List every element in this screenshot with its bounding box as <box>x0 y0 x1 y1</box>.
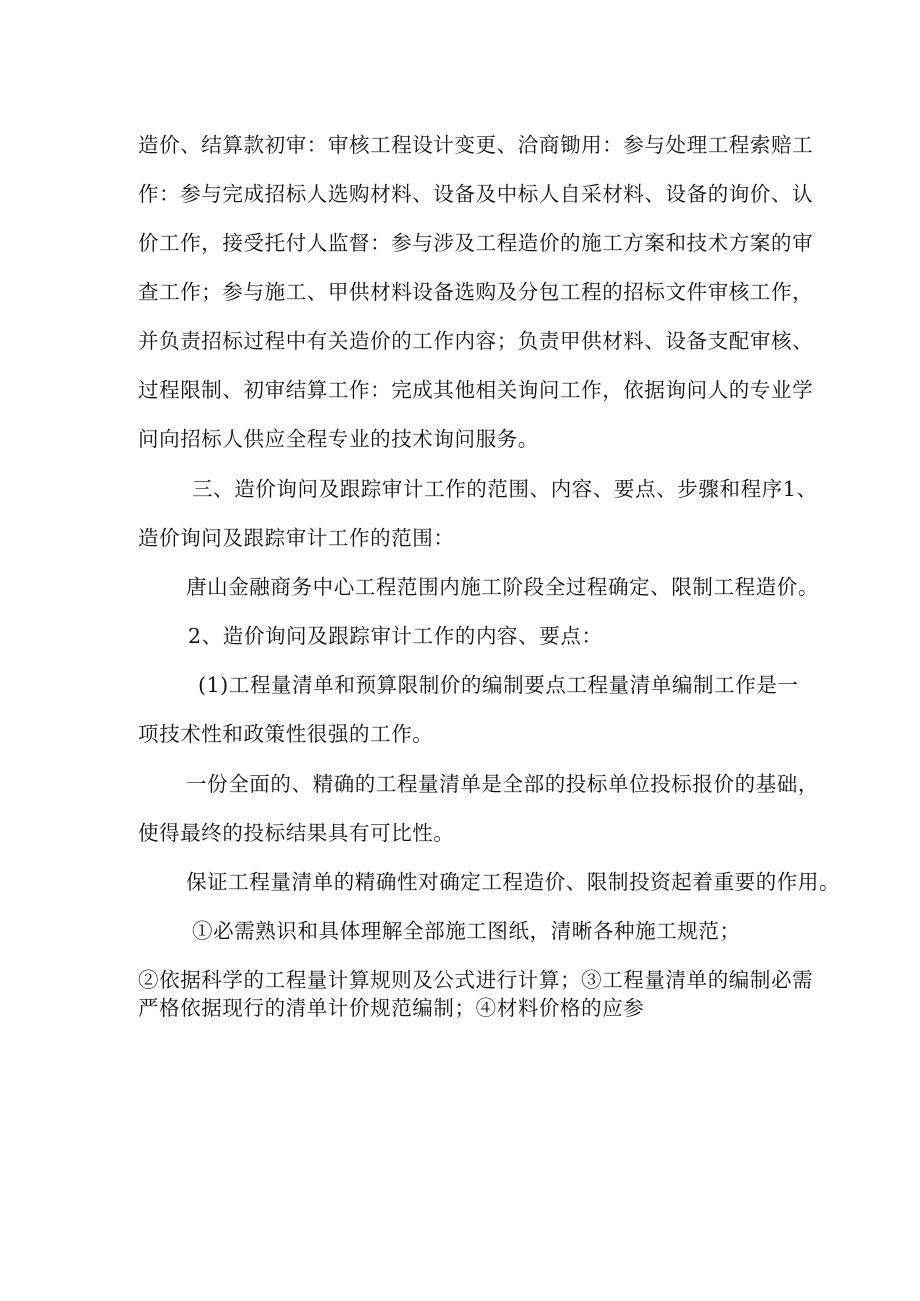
text-line-14: 一份全面的、精确的工程量清单是全部的投标单位投标报价的基础， <box>186 772 819 796</box>
section-heading-line: 三、造价询问及跟踪审计工作的范围、内容、要点、步骤和程序1、 <box>192 477 818 501</box>
text-line-9: 造价询问及跟踪审计工作的范围： <box>138 526 455 550</box>
text-line-11: 2、造价询问及跟踪审计工作的内容、要点： <box>188 624 603 648</box>
text-line-4: 查工作；参与施工、甲供材料设备选购及分包工程的招标文件审核工作， <box>138 280 814 304</box>
text-line-19: 严格依据现行的清单计价规范编制；④材料价格的应参 <box>138 996 645 1020</box>
text-line-2: 作：参与完成招标人选购材料、设备及中标人自采材料、设备的询价、认 <box>138 182 814 206</box>
text-line-1: 造价、结算款初审：审核工程设计变更、洽商锄用：参与处理工程索赔工 <box>138 133 814 157</box>
text-line-5: 并负责招标过程中有关造价的工作内容；负责甲供材料、设备支配审核、 <box>138 329 814 353</box>
text-line-17: ①必需熟识和具体理解全部施工图纸，清晰各种施工规范； <box>192 919 741 943</box>
text-line-7: 问向招标人供应全程专业的技术询问服务。 <box>138 427 539 451</box>
text-line-6: 过程限制、初审结算工作：完成其他相关询问工作，依据询问人的专业学 <box>138 378 814 402</box>
text-line-15: 使得最终的投标结果具有可比性。 <box>138 821 455 845</box>
text-line-12: (1)工程量清单和预算限制价的编制要点工程量清单编制工作是一 <box>198 673 799 697</box>
text-line-13: 项技术性和政策性很强的工作。 <box>138 722 434 746</box>
text-line-10: 唐山金融商务中心工程范围内施工阶段全过程确定、限制工程造价。 <box>186 575 819 599</box>
text-line-18: ②依据科学的工程量计算规则及公式进行计算；③工程量清单的编制必需 <box>138 968 814 992</box>
text-line-3: 价工作，接受托付人监督：参与涉及工程造价的施工方案和技术方案的审 <box>138 231 814 255</box>
text-line-16: 保证工程量清单的精确性对确定工程造价、限制投资起着重要的作用。 <box>186 870 841 894</box>
